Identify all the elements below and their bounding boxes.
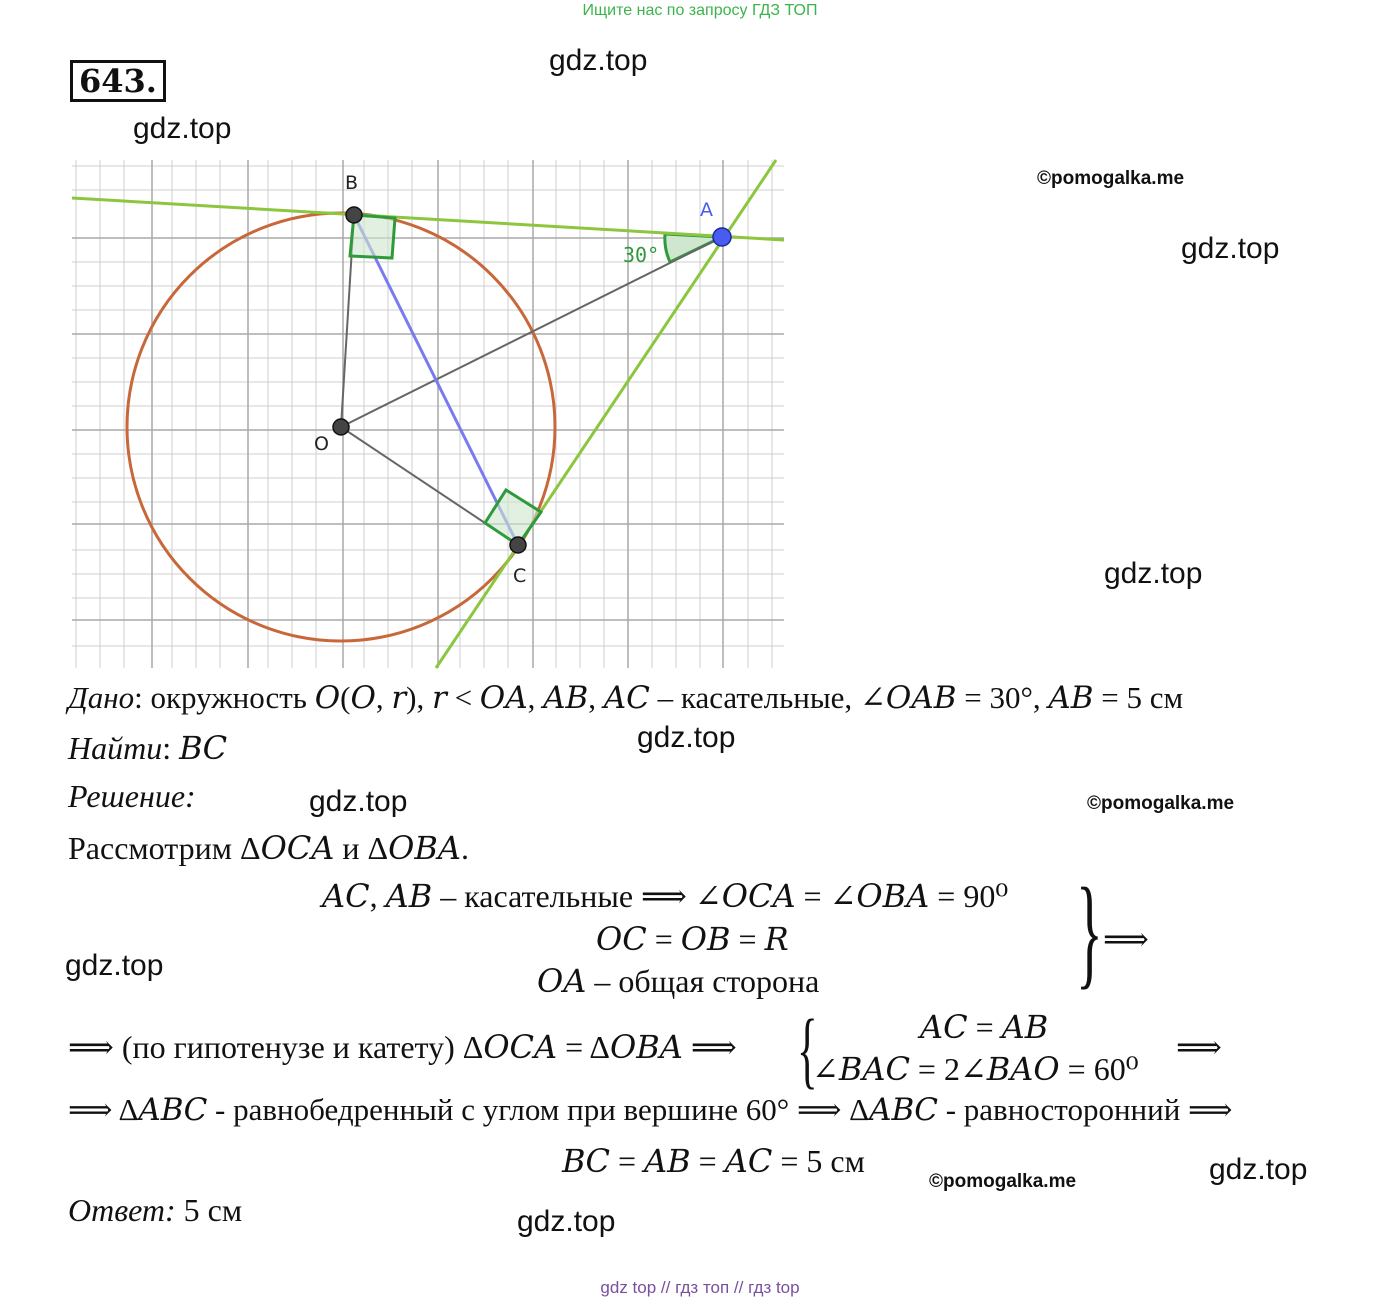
label-A: A — [700, 199, 713, 221]
geometry-figure — [60, 150, 800, 675]
given-text-pre: : окружность — [134, 680, 315, 715]
step2-case1: 𝐴𝐶 = 𝐴𝐵 — [920, 1009, 1049, 1045]
step2-prefix: ⟹ (по гипотенузе и катету) — [68, 1029, 463, 1065]
answer-line — [68, 1192, 242, 1229]
system1-line1: 𝐴𝐶, 𝐴𝐵 – касательные ⟹ ∠𝑂𝐶𝐴 = ∠𝑂𝐵𝐴 = 90⁰ — [322, 878, 1009, 914]
given-label: Дано — [68, 680, 135, 715]
step2-brace: { — [797, 1001, 818, 1097]
watermark-gdz: gdz.top — [133, 112, 232, 145]
solution-label: Решение: — [68, 778, 196, 814]
find-label: Найти — [68, 730, 163, 766]
point-C — [510, 537, 526, 553]
answer-label: Ответ: — [68, 1192, 176, 1228]
watermark-gdz: gdz.top — [1104, 557, 1203, 590]
label-C: C — [513, 565, 527, 587]
system1-arrow: ⟹ — [1103, 921, 1149, 957]
watermark-pomogalka: ©pomogalka.me — [1087, 793, 1235, 814]
given-math-1: 𝑂(𝑂, 𝑟), 𝑟 < 𝑂𝐴, 𝐴𝐵, 𝐴𝐶 — [314, 680, 650, 715]
point-O — [333, 419, 349, 435]
watermark-pomogalka: ©pomogalka.me — [929, 1171, 1077, 1192]
given-line — [68, 680, 1183, 716]
system1-brace: } — [1076, 863, 1103, 1000]
watermark-gdz: gdz.top — [1209, 1153, 1308, 1186]
find-line — [68, 729, 227, 767]
step2-arrow: ⟹ — [1176, 1029, 1222, 1065]
answer-value: 5 см — [175, 1192, 243, 1228]
watermark-gdz: gdz.top — [637, 721, 736, 754]
watermark-gdz: gdz.top — [517, 1205, 616, 1238]
angle-label-30: 30° — [623, 243, 660, 267]
chord-BC — [354, 215, 518, 545]
watermark-gdz: gdz.top — [549, 44, 648, 77]
watermark-gdz: gdz.top — [1181, 232, 1280, 265]
watermark-gdz: gdz.top — [309, 785, 408, 818]
consider-math: Δ𝑂𝐶𝐴 и Δ𝑂𝐵𝐴. — [239, 830, 469, 866]
top-banner-link[interactable]: Ищите нас по запросу ГДЗ ТОП — [582, 2, 818, 19]
given-math-2: ∠𝑂𝐴𝐵 = 30°, 𝐴𝐵 = 5 см — [859, 680, 1184, 715]
point-A — [713, 228, 731, 246]
find-value: : 𝐵𝐶 — [162, 730, 228, 766]
step2-line — [68, 1028, 737, 1066]
step2-case2: ∠𝐵𝐴𝐶 = 2∠𝐵𝐴𝑂 = 60⁰ — [812, 1051, 1139, 1087]
tangent-line-BA — [72, 198, 784, 240]
problem-number: 643. — [70, 60, 166, 102]
segment-OA — [341, 237, 722, 427]
step3-line: ⟹ Δ𝐴𝐵𝐶 - равнобедренный с углом при вершине 60° ⟹ Δ𝐴𝐵𝐶 - равносторонний ⟹ — [68, 1092, 1233, 1127]
system1-line2: 𝑂𝐶 = 𝑂𝐵 = 𝑅 — [596, 921, 789, 957]
step4-line: 𝐵𝐶 = 𝐴𝐵 = 𝐴𝐶 = 5 см — [562, 1143, 865, 1179]
step2-math: Δ𝑂𝐶𝐴 = Δ𝑂𝐵𝐴 ⟹ — [462, 1029, 737, 1065]
point-B — [346, 207, 362, 223]
system1-line3: 𝑂𝐴 – общая сторона — [537, 963, 820, 999]
label-O: O — [314, 433, 329, 455]
label-B: B — [345, 172, 359, 194]
consider-text: Рассмотрим — [68, 830, 240, 866]
watermark-gdz: gdz.top — [65, 949, 164, 982]
watermark-pomogalka: ©pomogalka.me — [1037, 168, 1185, 189]
consider-line — [68, 829, 469, 867]
footer-links[interactable]: gdz top // гдз топ // гдз top — [600, 1278, 800, 1297]
given-text-mid: – касательные, — [649, 680, 860, 715]
